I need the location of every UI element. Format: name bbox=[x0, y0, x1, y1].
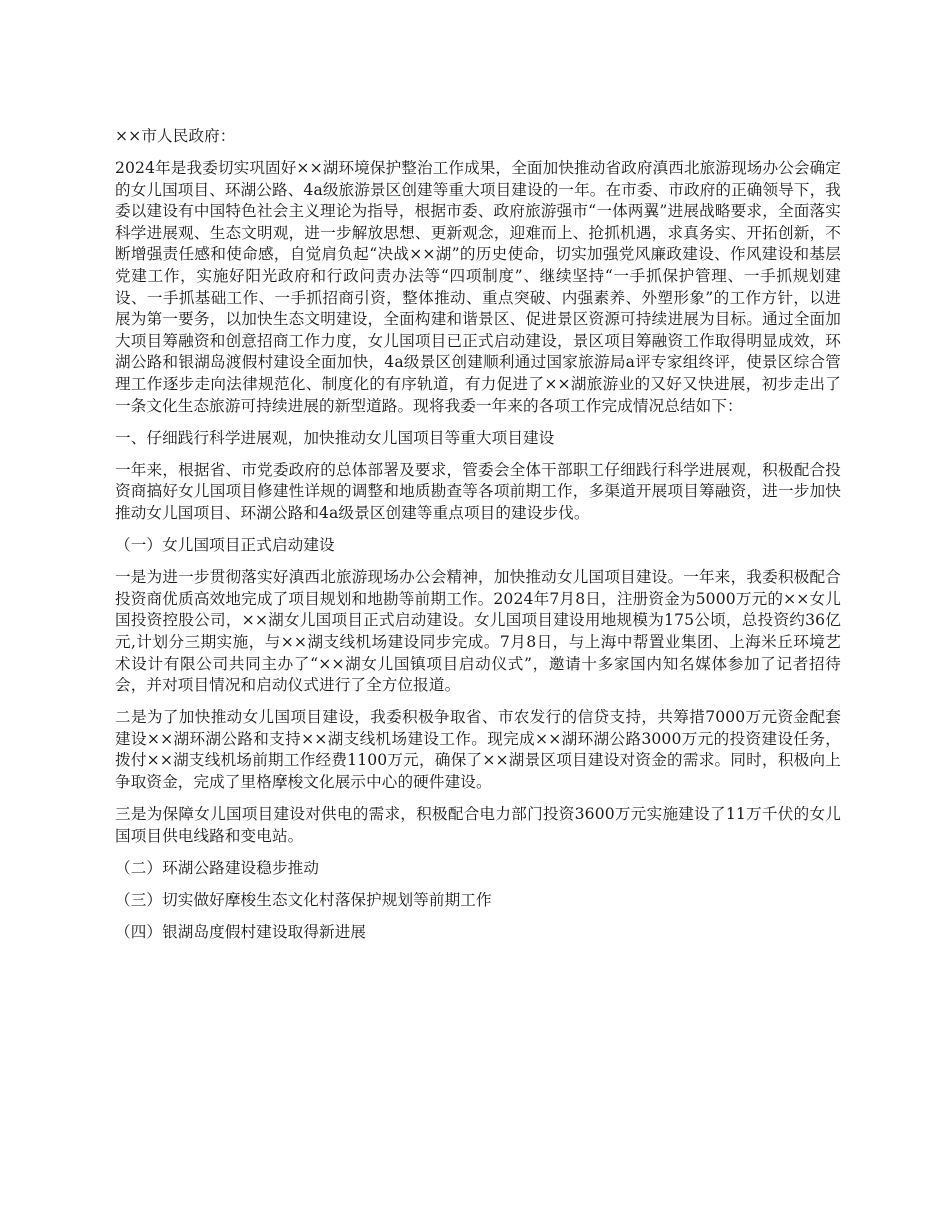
document-body bbox=[115, 126, 841, 954]
subsection-heading-2: （二）环湖公路建设稳步推动 bbox=[115, 858, 320, 877]
subsection-heading-3: （三）切实做好摩梭生态文化村落保护规划等前期工作 bbox=[115, 890, 492, 909]
point-2-paragraph: 二是为了加快推动女儿国项目建设，我委积极争取省、市农发行的信贷支持，共筹措7000万元资金配套建设××湖环湖公路和支持××湖支线机场建设工作。现完成××湖环湖公路3000万元的投资建设任务，拨付××湖支线机场前期工作经费1100万元，确保了××湖景区项目建设对资金的需求。同时，积极向上争取资金，完成了里格摩梭文化展示中心的硬件建设。 bbox=[115, 708, 841, 792]
subsection-heading-1: （一）女儿国项目正式启动建设 bbox=[115, 536, 335, 555]
point-3-paragraph: 三是为保障女儿国项目建设对供电的需求，积极配合电力部门投资3600万元实施建设了11万千伏的女儿国项目供电线路和变电站。 bbox=[115, 805, 841, 845]
section-heading-1: 一、仔细践行科学进展观，加快推动女儿国项目等重大项目建设 bbox=[115, 428, 555, 447]
section-1-paragraph: 一年来，根据省、市党委政府的总体部署及要求，管委会全体干部职工仔细践行科学进展观，积极配合投资商搞好女儿国项目修建性详规的调整和地质勘查等各项前期工作，多渠道开展项目筹融资，进一步加快推动女儿国项目、环湖公路和4a级景区创建等重点项目的建设步伐。 bbox=[115, 460, 841, 522]
intro-paragraph: 2024年是我委切实巩固好××湖环境保护整治工作成果，全面加快推动省政府滇西北旅游现场办公会确定的女儿国项目、环湖公路、4a级旅游景区创建等重大项目建设的一年。在市委、市政府的正确领导下，我委以建设有中国特色社会主义理论为指导，根据市委、政府旅游强市“一体两翼”进展战略要求，全面落实科学进展观、生态文明观，进一步解放思想、更新观念，迎难而上、抢抓机遇，求真务实、开拓创新，不断增强责任感和使命感，自觉肩负起“决战××湖”的历史使命，切实加强党风廉政建设、作风建设和基层党建工作，实施好阳光政府和行政问责办法等“四项制度”、继续坚持“一手抓保护管理、一手抓规划建设、一手抓基础工作、一手抓招商引资，整体推动、重点突破、内强素养、外塑形象”的工作方针，以进展为第一要务，以加快生态文明建设，全面构建和谐景区、促进景区资源可持续进展为目标。通过全面加大项目筹融资和创意招商工作力度，女儿国项目已正式启动建设，景区项目筹融资工作取得明显成效，环湖公路和银湖岛渡假村建设全面加快，4a级景区创建顺利通过国家旅游局a评专家组终评，使景区综合管理工作逐步走向法律规范化、制度化的有序轨道，有力促进了××湖旅游业的又好又快进展，初步走出了一条文化生态旅游可持续进展的新型道路。现将我委一年来的各项工作完成情况总结如下： bbox=[115, 159, 841, 415]
point-1-paragraph: 一是为进一步贯彻落实好滇西北旅游现场办公会精神，加快推动女儿国项目建设。一年来，我委积极配合投资商优质高效地完成了项目规划和地勘等前期工作。2024年7月8日，注册资金为5000万元的××女儿国投资控股公司，××湖女儿国项目正式启动建设。女儿国项目建设用地规模为175公顷，总投资约36亿元,计划分三期实施，与××湖支线机场建设同步完成。7月8日，与上海中帮置业集团、上海米丘环境艺术设计有限公司共同主办了“××湖女儿国镇项目启动仪式”，邀请十多家国内知名媒体参加了记者招待会，并对项目情况和启动仪式进行了全方位报道。 bbox=[115, 568, 841, 695]
subsection-heading-4: （四）银湖岛度假村建设取得新进展 bbox=[115, 923, 367, 941]
salutation: ××市人民政府： bbox=[115, 127, 236, 145]
